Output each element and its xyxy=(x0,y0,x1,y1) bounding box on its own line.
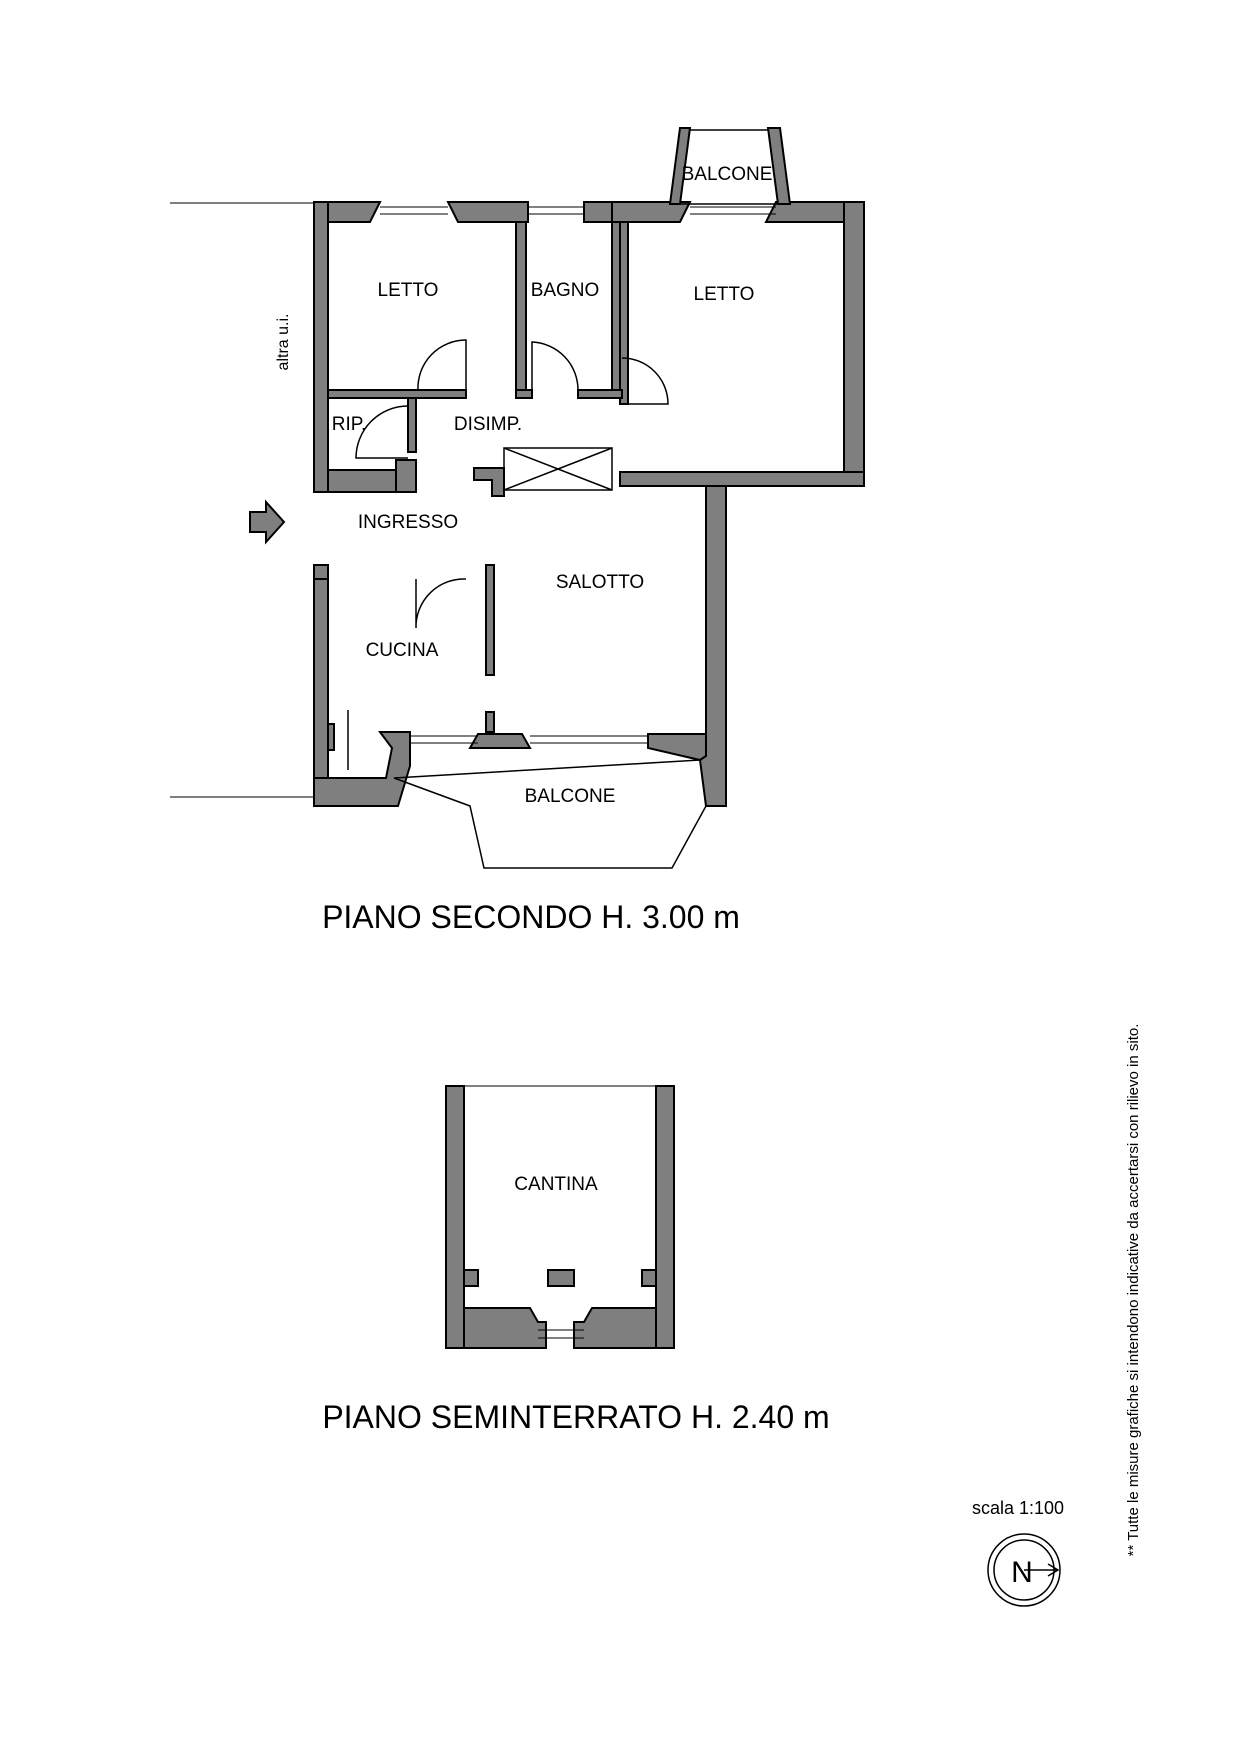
wall-pillar-disimp xyxy=(474,468,504,496)
basement-pillar xyxy=(548,1270,574,1286)
wall-bottom-right xyxy=(648,734,706,760)
room-label-balcone-top: BALCONE xyxy=(681,164,773,185)
stairwell-void xyxy=(504,448,612,490)
wall-left-outer-upper xyxy=(314,202,328,492)
scale-label: scala 1:100 xyxy=(971,1498,1065,1518)
room-label-cantina: CANTINA xyxy=(514,1174,598,1195)
disclaimer-note: ** Tutte le misure grafiche si intendono indicative da accertarsi con rilievo in sito. xyxy=(1125,1023,1142,1557)
wall-left-outer-lower xyxy=(314,565,328,797)
room-label-ingresso: INGRESSO xyxy=(357,512,459,533)
wall-bagno-bottom-left xyxy=(516,390,532,398)
north-arrow-icon xyxy=(988,1534,1060,1606)
basement-wall-left xyxy=(446,1086,464,1348)
adjacent-unit-label: altra u.i. xyxy=(275,313,292,371)
wall-rip-right xyxy=(408,398,416,452)
wall-kitchen-right-upper xyxy=(486,565,494,675)
wall-top-mid2 xyxy=(584,202,612,222)
wall-right-outer xyxy=(844,202,864,486)
basement-floor-title: PIANO SEMINTERRATO H. 2.40 m xyxy=(322,1399,830,1435)
wall-kitchen-left-notch xyxy=(328,724,334,750)
wall-bagno-bottom-right xyxy=(578,390,622,398)
basement-plan xyxy=(322,1086,829,1435)
wall-kitchen-right-lower xyxy=(486,712,494,732)
basement-notch-left xyxy=(464,1270,478,1286)
room-label-disimp: DISIMP. xyxy=(453,414,523,435)
north-label: N xyxy=(1011,1556,1033,1589)
basement-wall-right xyxy=(656,1086,674,1348)
room-label-balcone-bottom: BALCONE xyxy=(524,786,616,807)
wall-bedroom-bottom xyxy=(620,472,864,486)
room-label-cucina: CUCINA xyxy=(365,640,439,661)
room-label-letto-right: LETTO xyxy=(693,284,755,305)
wall-partition-letto-bagno xyxy=(516,222,526,394)
windows-top xyxy=(380,207,776,214)
basement-wall-bottom-right xyxy=(574,1308,656,1348)
windows-bottom xyxy=(410,736,648,743)
wall-kitchen-top xyxy=(314,565,328,579)
entrance-arrow-icon xyxy=(250,502,284,542)
basement-wall-bottom-left xyxy=(464,1308,546,1348)
wall-top-mid1 xyxy=(448,202,528,222)
second-floor-title: PIANO SECONDO H. 3.00 m xyxy=(322,899,740,935)
basement-notch-right xyxy=(642,1270,656,1286)
wall-partition-letto-right xyxy=(620,222,628,404)
wall-rip-bottom-small xyxy=(396,460,416,492)
wall-letto-bottom xyxy=(328,390,466,398)
second-floor-plan xyxy=(170,128,864,935)
room-label-salotto: SALOTTO xyxy=(555,572,645,593)
balcony-bottom xyxy=(394,760,706,868)
room-label-rip: RIP. xyxy=(331,414,367,435)
room-label-letto-left: LETTO xyxy=(377,280,439,301)
room-label-bagno: BAGNO xyxy=(530,280,600,301)
wall-bottom-mid xyxy=(470,734,530,748)
